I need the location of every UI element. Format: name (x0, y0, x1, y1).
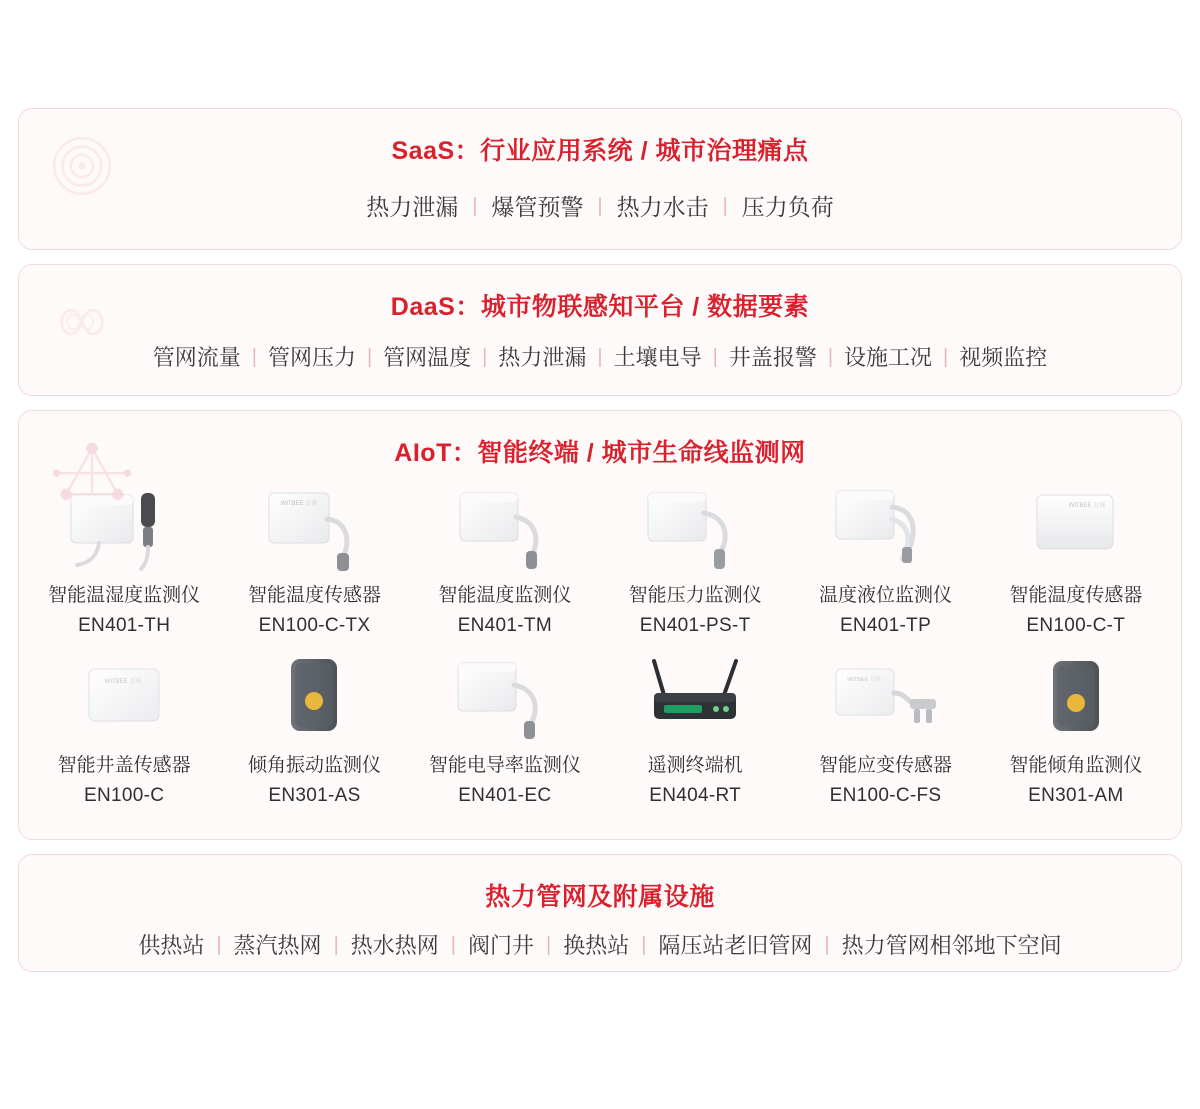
device-card[interactable] (981, 477, 1171, 641)
device-name: 智能温度传感器 (247, 585, 381, 606)
network-node-icon (49, 435, 135, 521)
saas-tag: 热力水击 (616, 194, 709, 220)
sensor-dual-cable-box-icon (790, 477, 980, 581)
svg-text:WITBEE 万宾: WITBEE 万宾 (847, 677, 882, 683)
panel-daas (18, 264, 1182, 396)
panel-daas-title-en: DaaS： (390, 293, 481, 321)
device-card[interactable] (29, 647, 219, 811)
plain-box-icon (981, 477, 1171, 581)
separator: | (597, 345, 603, 368)
saas-tag: 热力泄漏 (366, 194, 459, 220)
device-model: EN404-RT (649, 785, 742, 806)
pipe-tag: 换热站 (563, 933, 630, 958)
strain-bracket-icon (790, 647, 980, 751)
device-name: 倾角振动监测仪 (247, 755, 381, 776)
flat-panel-icon (29, 647, 219, 751)
pipe-tag: 热水热网 (350, 933, 439, 958)
pipe-tag: 热力管网相邻地下空间 (841, 933, 1062, 958)
device-card[interactable] (981, 647, 1171, 811)
sensor-cable-box-icon (219, 477, 409, 581)
panel-aiot-title-en: AIoT： (394, 439, 478, 467)
panel-saas-title-cn: 行业应用系统 / 城市治理痛点 (480, 137, 809, 165)
device-name: 遥测终端机 (647, 755, 743, 776)
device-model: EN401-EC (458, 785, 552, 806)
panel-daas-title (19, 265, 1181, 323)
sensor-cable-box-icon (600, 477, 790, 581)
device-card[interactable] (219, 477, 409, 641)
svg-text:WITBEE 万宾: WITBEE 万宾 (1068, 503, 1106, 509)
device-card[interactable] (410, 647, 600, 811)
separator: | (827, 345, 834, 368)
separator: | (482, 345, 488, 368)
target-rings-icon (45, 129, 119, 203)
panel-saas-title (19, 109, 1181, 167)
separator: | (216, 933, 222, 956)
panel-pipe-title-cn: 热力管网及附属设施 (485, 883, 715, 911)
device-name: 智能应变传感器 (818, 755, 952, 776)
saas-tag: 压力负荷 (741, 194, 834, 220)
daas-tag: 井盖报警 (728, 345, 817, 370)
separator: | (712, 345, 718, 368)
separator: | (472, 194, 478, 217)
daas-tag: 土壤电导 (613, 345, 702, 370)
separator: | (366, 345, 373, 368)
device-card[interactable] (219, 647, 409, 811)
sensor-cable-box-icon (410, 647, 600, 751)
saas-tag: 爆管预警 (491, 194, 584, 220)
device-model: EN100-C-TX (258, 615, 371, 636)
device-name: 智能电导率监测仪 (428, 755, 581, 776)
router-antenna-icon (600, 647, 790, 751)
svg-text:WITBEE 万宾: WITBEE 万宾 (281, 501, 318, 507)
daas-tag-row (19, 341, 1181, 372)
device-card[interactable] (600, 647, 790, 811)
device-name: 温度液位监测仪 (818, 585, 952, 606)
panel-daas-title-cn: 城市物联感知平台 / 数据要素 (480, 293, 810, 321)
saas-tag-row (19, 189, 1181, 222)
separator: | (943, 345, 949, 368)
device-name: 智能压力监测仪 (628, 585, 762, 606)
pipe-tag: 供热站 (138, 933, 205, 958)
device-card[interactable] (790, 477, 980, 641)
device-model: EN301-AS (268, 785, 361, 806)
device-model: EN401-TM (457, 615, 552, 636)
pipe-tag: 阀门井 (467, 933, 534, 958)
panel-saas (18, 108, 1182, 250)
separator: | (641, 933, 647, 956)
separator: | (824, 933, 830, 956)
separator: | (546, 933, 552, 956)
gray-module-icon (219, 647, 409, 751)
sensor-cable-box-icon (410, 477, 600, 581)
panel-saas-title-en: SaaS： (391, 137, 481, 165)
daas-tag: 管网压力 (267, 345, 356, 370)
device-model: EN100-C-T (1026, 615, 1126, 636)
device-name: 智能温湿度监测仪 (48, 585, 201, 606)
separator: | (722, 194, 728, 217)
device-name: 智能井盖传感器 (57, 755, 191, 776)
infinity-icon (45, 285, 119, 359)
device-card[interactable] (410, 477, 600, 641)
device-name: 智能倾角监测仪 (1009, 755, 1143, 776)
device-grid (19, 469, 1181, 811)
device-model: EN401-PS-T (639, 615, 751, 636)
svg-text:WITBEE 万宾: WITBEE 万宾 (104, 679, 142, 685)
device-model: EN100-C (84, 785, 165, 806)
device-name: 智能温度监测仪 (438, 585, 572, 606)
daas-tag: 设施工况 (844, 345, 933, 370)
device-model: EN401-TH (78, 615, 171, 636)
panel-aiot-title (19, 411, 1181, 469)
device-card[interactable] (600, 477, 790, 641)
device-model: EN100-C-FS (829, 785, 942, 806)
separator: | (251, 345, 257, 368)
panel-pipe-title (19, 855, 1181, 913)
separator: | (597, 194, 603, 217)
daas-tag: 热力泄漏 (498, 345, 587, 370)
device-name: 智能温度传感器 (1009, 585, 1143, 606)
panel-aiot (18, 410, 1182, 840)
device-card[interactable] (790, 647, 980, 811)
daas-tag: 管网温度 (383, 345, 472, 370)
device-model: EN301-AM (1028, 785, 1124, 806)
separator: | (450, 933, 456, 956)
panel-aiot-title-cn: 智能终端 / 城市生命线监测网 (477, 439, 806, 467)
pipe-tag: 蒸汽热网 (233, 933, 322, 958)
daas-tag: 管网流量 (152, 345, 241, 370)
panel-pipe-network (18, 854, 1182, 972)
gray-module-icon (981, 647, 1171, 751)
separator: | (333, 933, 339, 956)
pipe-tag-row (19, 929, 1181, 960)
pipe-tag: 隔压站老旧管网 (658, 933, 813, 958)
device-model: EN401-TP (839, 615, 932, 636)
daas-tag: 视频监控 (959, 345, 1048, 370)
